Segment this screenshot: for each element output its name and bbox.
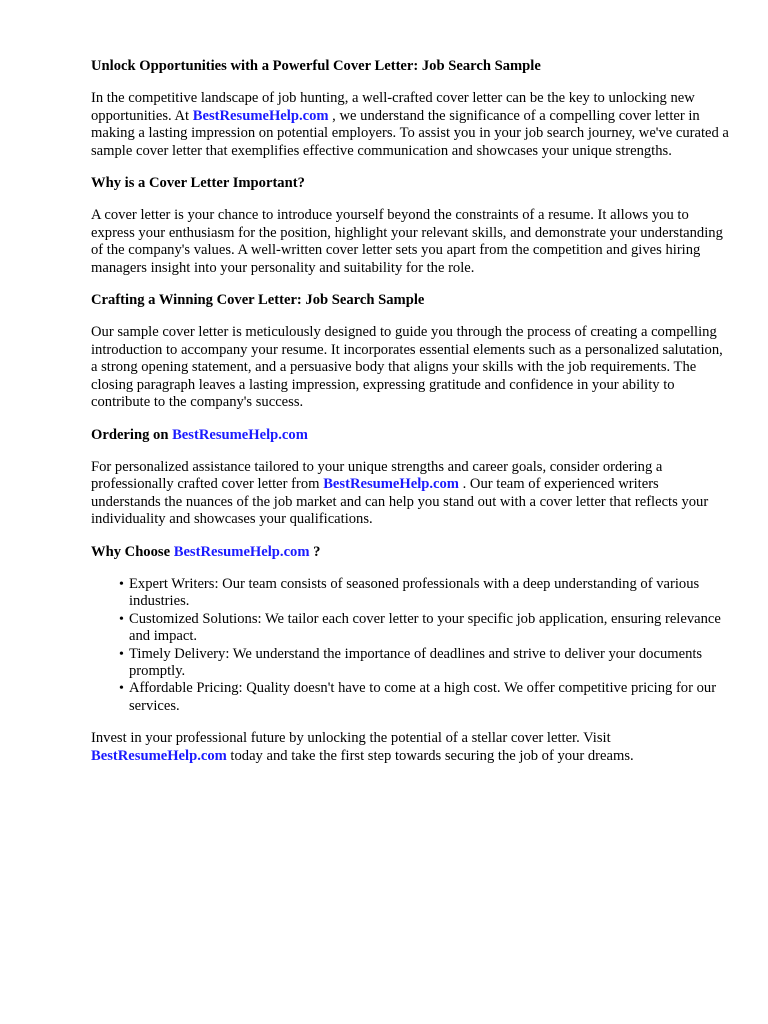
site-link-intro[interactable]: BestResumeHelp.com xyxy=(192,107,329,124)
ordering-text-after: . Our team of experienced writers understands the nuances of the job market and can help you stand out with a cover letter that reflects your individuality and showcases your qualifications. xyxy=(91,476,709,528)
site-link-closing[interactable]: BestResumeHelp.com xyxy=(91,747,227,764)
bullet-icon: • xyxy=(119,611,124,627)
site-link-why-choose[interactable]: BestResumeHelp.com xyxy=(173,543,310,560)
document-page xyxy=(91,58,731,780)
ordering-paragraph xyxy=(91,459,731,529)
bullet-icon: • xyxy=(119,576,124,592)
crafting-heading: Crafting a Winning Cover Letter: Job Search Sample xyxy=(91,292,425,309)
closing-text-before: Invest in your professional future by unlocking the potential of a stellar cover letter. Visit xyxy=(91,730,611,747)
list-item-text: Customized Solutions: We tailor each cover letter to your specific job application, ensuring relevance and impact. xyxy=(129,610,721,645)
list-item xyxy=(119,680,731,715)
page-title: Unlock Opportunities with a Powerful Cover Letter: Job Search Sample xyxy=(91,58,541,74)
list-item xyxy=(119,610,731,646)
bullet-icon: • xyxy=(119,681,124,697)
ordering-heading-prefix: Ordering on xyxy=(91,426,173,443)
list-item-text: Expert Writers: Our team consists of seasoned professionals with a deep understanding of various industries. xyxy=(129,575,700,610)
list-item-text: Affordable Pricing: Quality doesn't have to come at a high cost. We offer competitive pricing for our services. xyxy=(129,680,717,714)
site-link-ordering-heading[interactable]: BestResumeHelp.com xyxy=(172,426,308,443)
why-important-paragraph: A cover letter is your chance to introduce yourself beyond the constraints of a resume. It allows you to express your enthusiasm for the position, highlight your relevant skills, and demonstrate your understanding of the company's values. A well-written cover letter sets you apart from the competition and gives hiring managers insight into your personality and suitability for the role. xyxy=(91,207,723,276)
list-item xyxy=(119,575,731,611)
list-item xyxy=(119,645,731,681)
why-important-heading: Why is a Cover Letter Important? xyxy=(91,175,305,192)
benefits-list xyxy=(91,576,731,715)
why-choose-heading-suffix: ? xyxy=(309,543,321,560)
intro-text-before: In the competitive landscape of job hunting, a well-crafted cover letter can be the key to unlocking new opportunities. At xyxy=(91,90,695,124)
ordering-text-before: For personalized assistance tailored to your unique strengths and career goals, consider ordering a professionally crafted cover letter from xyxy=(91,458,663,493)
closing-text-after: today and take the first step towards securing the job of your dreams. xyxy=(226,747,634,764)
list-item-text: Timely Delivery: We understand the importance of deadlines and strive to deliver your documents promptly. xyxy=(129,645,703,679)
closing-paragraph xyxy=(91,730,731,765)
intro-text-after: , we understand the significance of a compelling cover letter in making a lasting impression on potential employers. To assist you in your job search journey, we've curated a sample cover letter that exemplifies effective communication and showcases your unique strengths. xyxy=(91,107,729,159)
bullet-icon: • xyxy=(119,646,124,662)
crafting-paragraph: Our sample cover letter is meticulously designed to guide you through the process of creating a compelling introduction to accompany your resume. It incorporates essential elements such as a personalized salutation, a strong opening statement, and a persuasive body that aligns your skills with the job requirements. The closing paragraph leaves a lasting impression, expressing gratitude and confidence in your ability to contribute to the company's success. xyxy=(91,324,723,411)
site-link-ordering-body[interactable]: BestResumeHelp.com xyxy=(323,476,459,493)
ordering-heading xyxy=(91,427,731,444)
intro-paragraph xyxy=(91,90,731,160)
why-choose-heading-prefix: Why Choose xyxy=(91,543,174,560)
why-choose-heading xyxy=(91,544,731,561)
